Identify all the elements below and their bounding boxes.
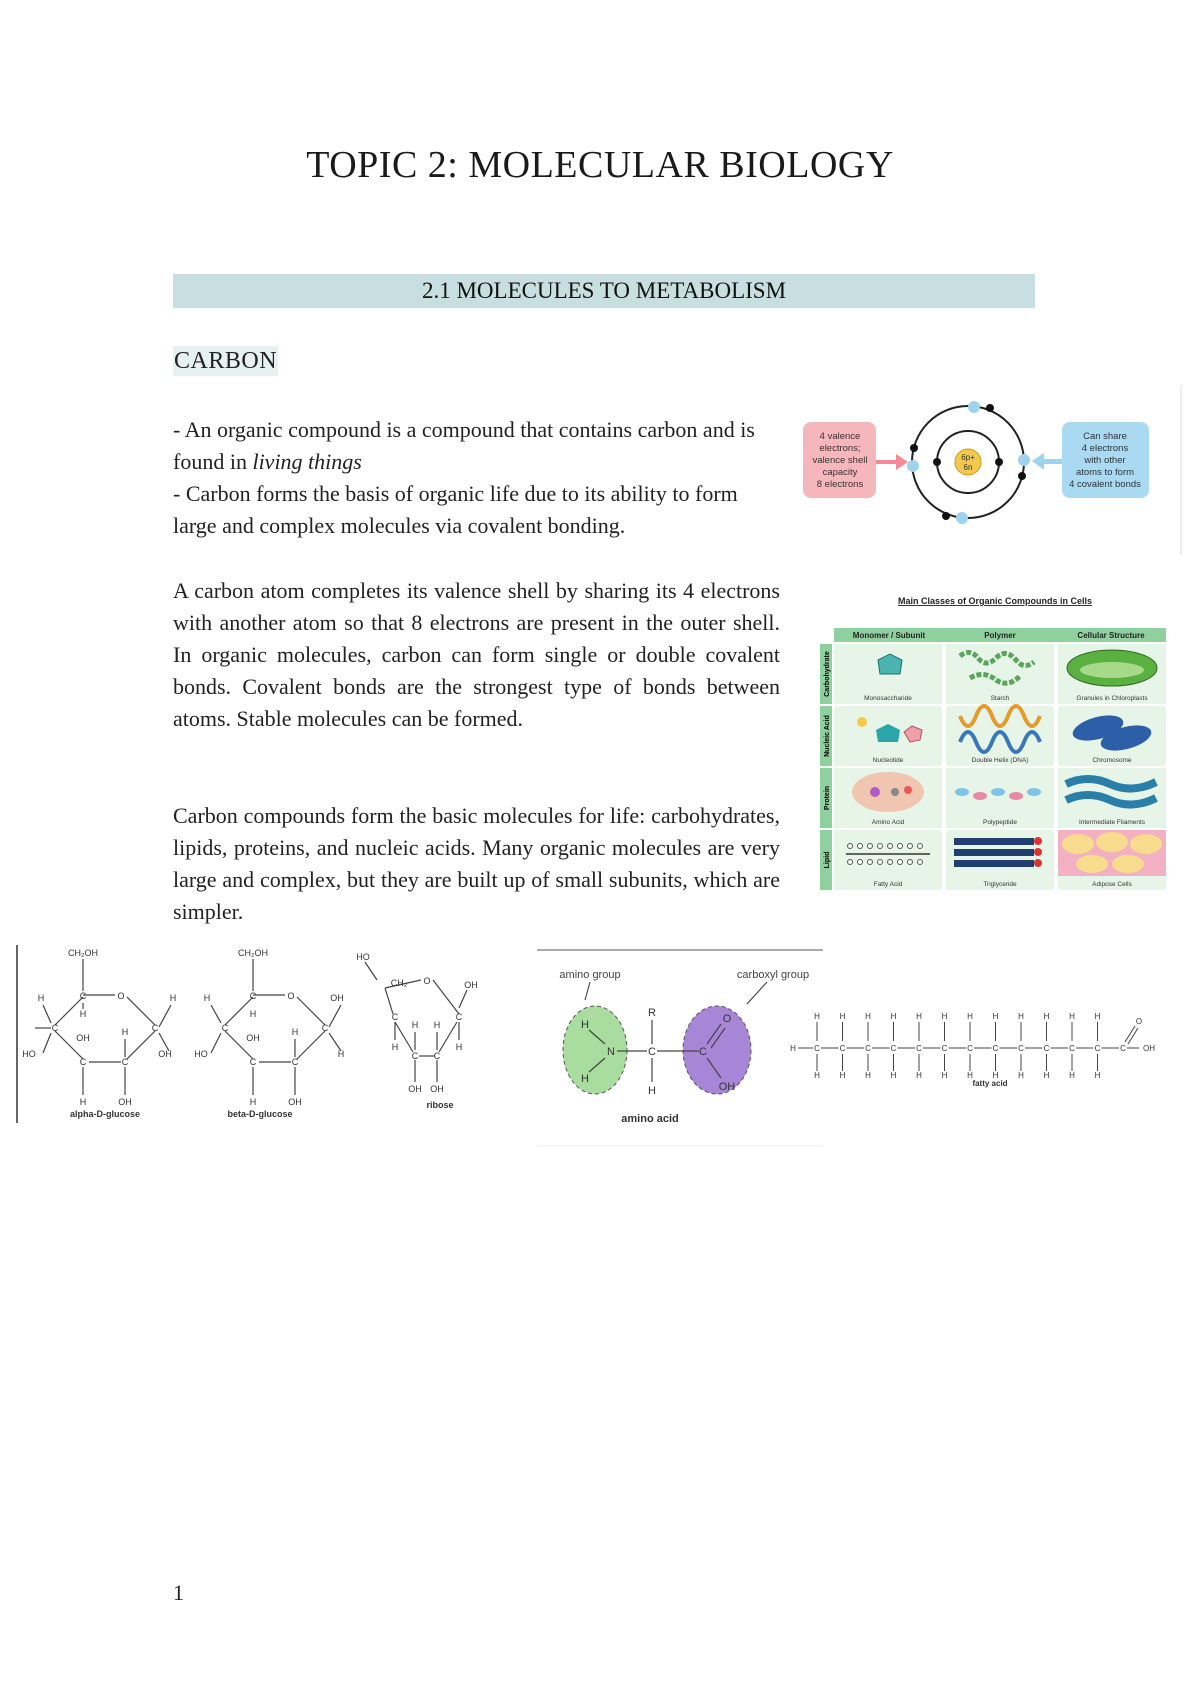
compounds-paragraph: Carbon compounds form the basic molecules for life: carbohydrates, lipids, proteins, and nucleic acids. Many organic molecules are very large and complex, but they are built up of small subunits, which are simpler. [173,803,780,924]
bond-line [1128,1028,1138,1044]
fatty-acid-chain [790,1012,1155,1080]
left-box-line: 8 electrons [816,479,864,490]
atom-label: H [992,1071,999,1080]
shared-electron-slot [956,512,968,524]
cell-caption: Triglyceride [983,881,1017,888]
atom-label: C [321,1023,329,1033]
ribose-structure [355,950,505,1120]
atom-label: C [433,1051,441,1061]
atom-label: H [1018,1071,1024,1080]
atom-label: H [121,1027,129,1037]
atom-label: H [916,1012,922,1021]
right-box-line: atoms to form [1075,467,1135,478]
atom-label: C [249,991,257,1001]
right-box-line: 4 electrons [1081,443,1129,454]
atom-label: O [117,991,125,1001]
atom-label: C [79,1057,87,1067]
atom-label: H [291,1027,299,1037]
atom-label: N [607,1046,615,1058]
atom-label: H [79,1097,87,1107]
atom-label: C [1018,1044,1024,1053]
atom-label: OH [76,1033,90,1043]
atom-label: H [839,1012,846,1021]
atom-label: O [1135,1017,1143,1026]
triglyceride-icon [954,837,1042,867]
atom-label: H [648,1085,656,1097]
atom-label: C [1094,1044,1101,1053]
atom-label: H [865,1071,871,1080]
column-header: Polymer [984,631,1016,640]
atom-label: H [1069,1071,1075,1080]
valence-electron [910,444,918,452]
intro-line-2: - Carbon forms the basis of organic life due to its ability to form large and complex molecules via covalent bonding. [173,481,738,538]
left-arrow-icon [876,454,908,470]
left-box-line: 4 valence [819,431,861,442]
page-number: 1 [173,1580,184,1605]
atom-label: H [865,1012,871,1021]
glucose-structures [15,945,350,1125]
atom-label: C [1069,1044,1075,1053]
atom-label: H [1043,1071,1050,1080]
atom-label: C [916,1044,922,1053]
phosphate-icon [857,717,867,727]
atom-label: C [151,1023,159,1033]
atom-label: C [941,1044,948,1053]
intro-paragraph [173,414,780,542]
atom-label: H [992,1012,999,1021]
pointer-line [585,982,590,1000]
cell-caption: Starch [990,695,1010,702]
atom-label: O [423,976,431,986]
atom-label: O [722,1013,732,1025]
atom-label: C [865,1044,871,1053]
carbon-atom-diagram [800,380,1185,560]
amino-acid-label: amino acid [621,1113,679,1125]
cell-caption: Adipose Cells [1092,881,1132,888]
column-header: Cellular Structure [1077,631,1145,640]
cell-caption: Monosaccharide [864,695,912,702]
left-box-line: electrons; [819,443,861,454]
atom-label: H [455,1042,463,1052]
atom-label: H [391,1042,399,1052]
shared-electron-slot [968,401,980,413]
alpha-glucose-label: alpha-D-glucose [69,1109,141,1119]
atom-label: H [814,1071,820,1080]
valence-electron [942,512,950,520]
atom-label: H [249,1009,257,1019]
shared-electron-slot [1018,454,1030,466]
atom-label: H [890,1012,897,1021]
atom-label: H [79,1009,87,1019]
intro-italic-term: living things [252,449,362,474]
valence-paragraph: A carbon atom completes its valence shell by sharing its 4 electrons with another atom so that 8 electrons are present in the outer shell. In organic molecules, carbon can form single or double covalent bonds. Covalent bonds are the strongest type of bonds between atoms. Stable molecules can be formed. [173,578,780,731]
atom-label: H [169,993,177,1003]
atom-label: C [1120,1044,1126,1053]
pointer-line [747,982,767,1004]
fatty-acid-label: fatty acid [972,1079,1008,1088]
cell-caption: Intermediate Filaments [1078,819,1146,826]
left-box-line: valence shell [812,455,868,466]
amino-acid-icon [852,772,924,812]
shared-electron-slot [907,460,919,472]
atom-label: H [967,1012,973,1021]
atom-label: C [221,1023,229,1033]
atom-label: H [941,1071,948,1080]
right-arrow-icon [1032,453,1062,470]
nucleus-protons: 6p+ [961,453,975,462]
atom-label: C [391,1012,399,1022]
fatty-acid-icon [846,844,930,865]
ribose-label: ribose [426,1100,454,1110]
atom-label: H [581,1019,589,1031]
amino-group-ellipse [563,1006,627,1094]
chloroplast-granule [1080,662,1144,678]
organic-classes-figure [820,592,1170,892]
atom-label: H [890,1071,897,1080]
atom-label: C [291,1057,299,1067]
atom-label: OH [246,1033,260,1043]
carboxyl-group-ellipse [683,1006,751,1094]
amino-acid-structure [535,948,825,1148]
atom-label: H [1043,1012,1050,1021]
atom-label: C [249,1057,257,1067]
atom-label: HO [356,952,370,962]
atom-label: H [1069,1012,1075,1021]
atom-label: HO [22,1049,36,1059]
cell-caption: Amino Acid [871,819,905,826]
atom-label: H [37,993,45,1003]
atom-label: H [916,1071,922,1080]
atom-label: C [648,1046,656,1058]
atom-label: OH [718,1081,736,1093]
atom-label: OH [430,1084,444,1094]
atom-label: H [839,1071,846,1080]
cell-caption: Double Helix (DNA) [971,757,1029,764]
bond-line [1125,1026,1135,1042]
atom-label: H [433,1020,441,1030]
adipose-cells-icon [1058,830,1166,876]
atom-label: H [249,1097,257,1107]
atom-label: H [581,1073,589,1085]
figure-title: Main Classes of Organic Compounds in Cells [897,596,1093,606]
atom-label: C [992,1044,999,1053]
atom-label: H [967,1071,973,1080]
right-box-line: Can share [1083,431,1127,442]
amino-group-label: amino group [559,969,621,981]
amino-acid-atom [870,787,880,797]
subsection-heading: CARBON [174,348,278,374]
atom-label: OH [464,980,478,990]
atom-label: C [79,991,87,1001]
row-label: Protein [824,785,831,811]
atom-label: C [890,1044,897,1053]
atom-label: OH [288,1097,302,1107]
amino-acid-atom [891,788,899,796]
atom-label: CH₂OH [68,948,98,958]
right-box-line: 4 covalent bonds [1069,479,1141,490]
atom-label: OH [1143,1044,1155,1053]
atom-label: O [287,991,295,1001]
fatty-acid-structure [783,1008,1193,1088]
page-title: TOPIC 2: MOLECULAR BIOLOGY [306,144,894,186]
valence-electron [986,404,994,412]
atom-label: H [1018,1012,1024,1021]
section-header: 2.1 MOLECULES TO METABOLISM [173,274,1035,308]
atom-label: HO [194,1049,208,1059]
atom-label: OH [408,1084,422,1094]
atom-label: H [941,1012,948,1021]
atom-label: C [699,1046,707,1058]
atom-label: CH₂ [390,978,408,988]
nucleus-neutrons: 6n [963,463,973,472]
inner-electron [933,458,941,466]
atom-label: H [1094,1071,1101,1080]
atom-label: OH [158,1049,172,1059]
atom-label: CH₂OH [238,948,268,958]
cell-caption: Polypeptide [983,819,1017,826]
atom-label: C [411,1051,419,1061]
row-label: Lipid [824,851,831,869]
column-header: Monomer / Subunit [852,631,926,640]
atom-label: C [839,1044,846,1053]
valence-electron [1018,472,1026,480]
cell-caption: Chromosome [1092,757,1132,764]
left-box-line: capacity [822,467,858,478]
amino-acid-atom [904,786,912,794]
atom-label: R [648,1007,656,1019]
right-box-line: with other [1084,455,1126,466]
atom-label: H [203,993,211,1003]
carboxyl-group-label: carboxyl group [736,969,810,981]
atom-label: C [1043,1044,1050,1053]
atom-label: OH [118,1097,132,1107]
atom-label: H [411,1020,419,1030]
atom-label: H [790,1044,796,1053]
cell-caption: Fatty Acid [873,881,903,888]
atom-label: C [967,1044,973,1053]
atom-label: OH [330,993,344,1003]
intro-line-1: - An organic compound is a compound that contains carbon and is found in [173,417,755,474]
cell-caption: Nucleotide [872,757,904,764]
atom-label: H [814,1012,820,1021]
atom-label: H [1094,1012,1101,1021]
row-label: Nucleic Acid [824,715,831,757]
atom-label: H [337,1049,345,1059]
row-label: Carbohydrate [824,651,831,697]
atom-label: C [121,1057,129,1067]
inner-electron [995,458,1003,466]
atom-label: C [814,1044,820,1053]
atom-label: C [51,1023,59,1033]
cell-caption: Granules in Chloroplasts [1076,695,1148,702]
atom-label: C [455,1012,463,1022]
beta-glucose-label: beta-D-glucose [227,1109,293,1119]
